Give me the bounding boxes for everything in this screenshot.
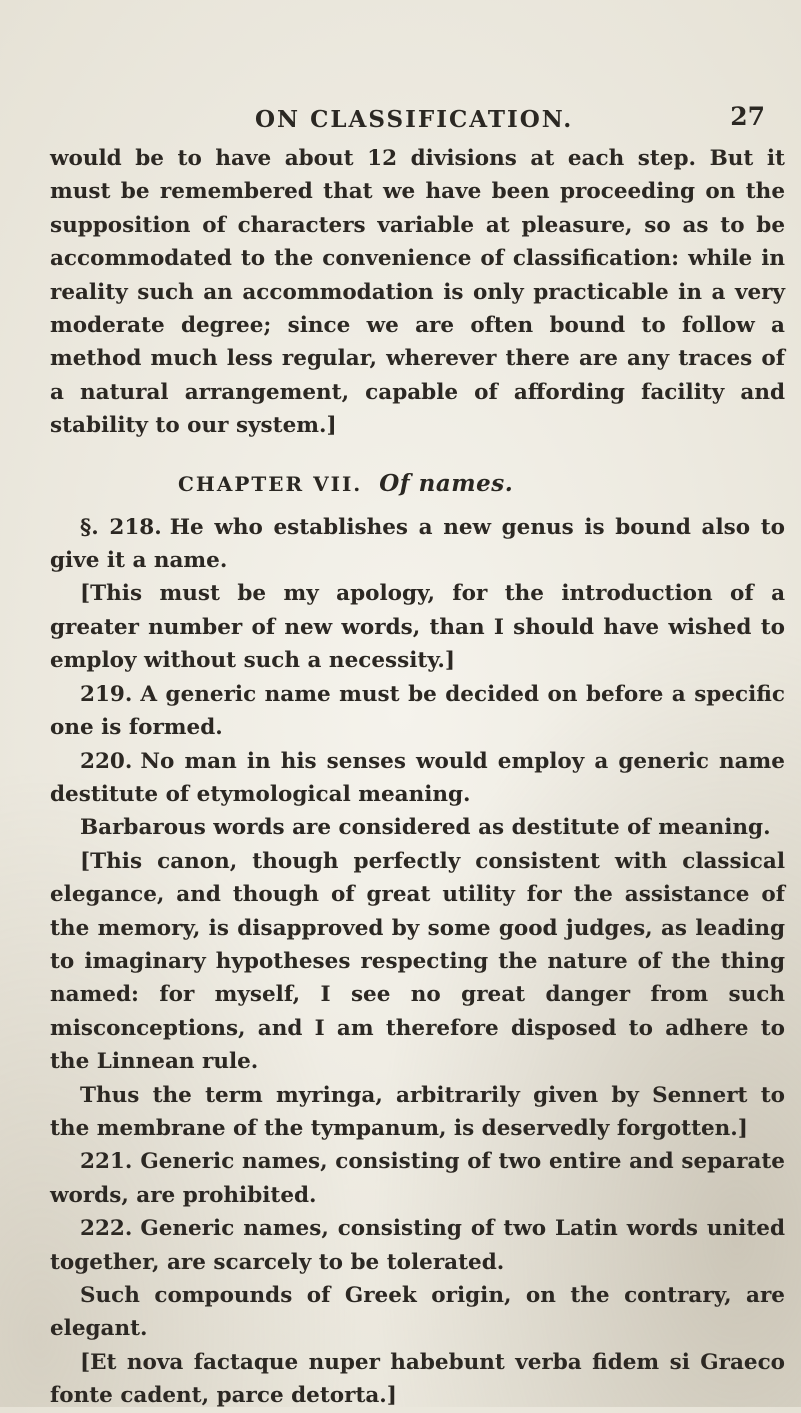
section-number-219: 219. [80, 681, 133, 707]
section-number-221: 221. [80, 1149, 133, 1175]
note-218: [This must be my apology, for the introduction of a greater number of new words, than I should have wished to employ without such a necessity.] [50, 581, 785, 674]
chapter-heading [50, 467, 785, 501]
section-number-218: §. 218. [80, 514, 162, 540]
page-header [50, 100, 785, 140]
section-219 [50, 678, 785, 745]
section-218-text: He who establishes a new genus is bound also to give it a name. [50, 514, 785, 574]
section-221-text: Generic names, consisting of two entire and separate words, are prohibited. [50, 1149, 785, 1208]
section-222 [50, 1212, 785, 1279]
section-222-subrule: Such compounds of Greek origin, on the contrary, are elegant. [50, 1283, 785, 1342]
section-218 [50, 511, 785, 578]
note-222: [Et nova factaque nuper habebunt verba fidem si Graeco fonte cadent, parce detorta.] [50, 1349, 785, 1409]
section-220-subrule: Barbarous words are considered as destitute of meaning. [80, 815, 771, 841]
section-221 [50, 1145, 785, 1212]
note-220: [This canon, though perfectly consistent with classical elegance, and though of great utility for the assistance of the memory, is disapproved by some good judges, as leading to imaginary hypotheses respecting the nature of the thing named: for myself, I see no great danger from such misconceptions, and I am therefore disposed to adhere to the Linnean rule. [50, 848, 785, 1075]
section-number-222: 222. [80, 1216, 133, 1242]
page-number: 27 [730, 102, 765, 131]
book-page [50, 100, 785, 1413]
paragraph-continuation: would be to have about 12 divisions at each step. But it must be remembered that we have been proceeding on the supposition of characters variable at pleasure, so as to be accommodated to the convenience of classification: while in reality such an accommodation is only practicable in a very moderate degree; since we are often bound to follow a method much less regular, wherever there are any traces of a natural arrangement, capable of affording facility and stability to our system.] [50, 146, 785, 439]
chapter-label: CHAPTER VII. [178, 471, 363, 496]
note-220-continued: Thus the term myringa, arbitrarily given by Sennert to the membrane of the tympanum, is deservedly forgotten.] [50, 1082, 785, 1141]
chapter-title: Of names. [379, 469, 514, 497]
running-head: ON CLASSIFICATION. [255, 106, 574, 133]
section-222-text: Generic names, consisting of two Latin words united together, are scarcely to be tolerated. [50, 1216, 785, 1275]
section-220-text: No man in his senses would employ a generic name destitute of etymological meaning. [50, 748, 785, 807]
section-220 [50, 745, 785, 812]
section-219-text: A generic name must be decided on before a specific one is formed. [50, 681, 785, 741]
section-number-220: 220. [80, 748, 133, 774]
